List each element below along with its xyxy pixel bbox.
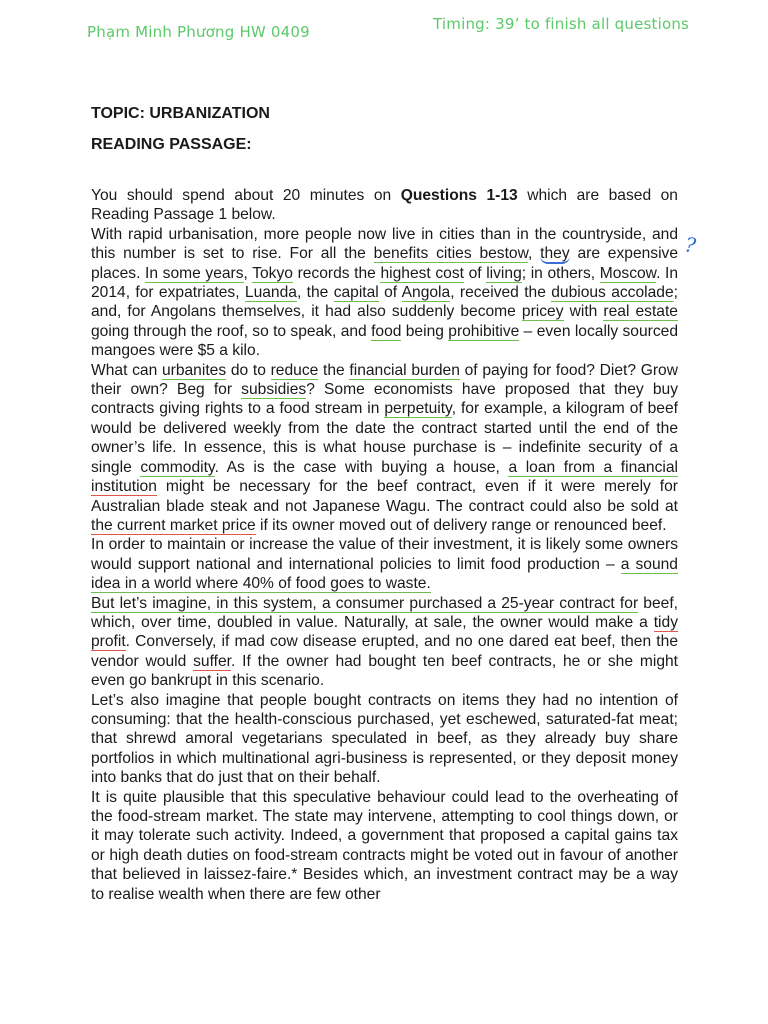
passage-text: are expensive places. (91, 245, 679, 282)
question-mark-annotation: ? (683, 232, 698, 258)
underlined-phrase: living (486, 264, 522, 282)
passage-text: do to (226, 361, 271, 379)
underlined-phrase: subsidies (241, 381, 307, 399)
passage-text: if its owner moved out of delivery range or renounced beef. (255, 516, 667, 534)
passage-text: . Conversely, if mad cow disease erupted, and no one dared eat beef, then the vendor would (91, 633, 678, 670)
passage-text: being (401, 322, 449, 340)
underlined-phrase: But let’s imagine, in this system, a consumer purchased a 25-year contract for (91, 594, 639, 612)
underlined-phrase: the current market price (91, 516, 256, 534)
instruction-text: You should spend about 20 minutes on (91, 187, 401, 204)
passage-text: of paying for food? Diet? Grow their own? Beg for (91, 361, 678, 399)
passage-text: with (563, 303, 604, 321)
underlined-phrase: pricey (521, 303, 564, 321)
underlined-phrase: capital (333, 284, 379, 302)
underlined-phrase: commodity (140, 458, 215, 476)
underlined-phrase: Angola (401, 284, 451, 302)
passage-text: might be necessary for the beef contract, even if it were merely for Australian blade steak and not Japanese Wagu. The contract could also be sold at (91, 478, 678, 515)
passage-text: ; and, for Angolans themselves, it had also suddenly become (91, 284, 678, 321)
passage-text: In order to maintain or increase the value of their investment, it is likely some owners would support national and international policies to limit food production – (91, 536, 678, 573)
passage-text: – even locally sourced mangoes were $5 a kilo. (91, 322, 678, 360)
passage-text: , the (296, 284, 334, 302)
paragraph-3 (91, 535, 678, 593)
instruction-paragraph (91, 186, 678, 225)
underlined-phrase: urbanites (161, 361, 227, 379)
underlined-phrase: tidy profit (91, 613, 678, 651)
passage-text: ? Some economists have proposed that they buy contracts giving rights to a food stream in (91, 381, 678, 418)
underlined-phrase: dubious accolade (551, 284, 674, 302)
passage-text: With rapid urbanisation, more people now live in cities than in the countryside, and this number is set to rise. For all the (91, 225, 678, 263)
reading-passage-heading: READING PASSAGE: (91, 136, 252, 153)
questions-range: Questions 1-13 (400, 187, 518, 204)
passage-text: of (463, 264, 487, 282)
passage-text: going through the roof, so to speak, and (91, 322, 372, 340)
passage-text: ; in others, (521, 264, 600, 282)
underlined-phrase: benefits cities bestow (373, 245, 528, 263)
handwritten-timing: Timing: 39’ to finish all questions (433, 15, 690, 33)
handwritten-name: Phạm Minh Phương HW 0409 (87, 23, 310, 41)
passage-text: . If the owner had bought ten beef contracts, he or she might even go bankrupt in this scenario. (91, 652, 678, 690)
underlined-phrase: food (371, 322, 402, 340)
paragraph-1 (91, 225, 678, 361)
passage-text: of (378, 284, 402, 302)
underlined-phrase: prohibitive (448, 322, 520, 340)
topic-heading: TOPIC: URBANIZATION (91, 105, 270, 122)
passage-text: beef, which, over time, doubled in value. Naturally, at sale, the owner would make a (91, 594, 678, 631)
passage-text: , received the (450, 284, 552, 302)
passage-text: , (243, 264, 253, 282)
underlined-phrase: suffer (193, 652, 231, 670)
underlined-phrase: financial burden (349, 361, 460, 379)
underlined-phrase: they (540, 245, 570, 263)
passage-text: What can (91, 361, 162, 379)
passage-text: , (528, 245, 541, 263)
paragraph-2 (91, 361, 678, 536)
passage-text: , for example, a kilogram of beef would be delivered weekly from the date the contract started until the end of the owner’s life. In essence, this is what house purchase is – indefinite security of a single (91, 400, 678, 476)
paragraph-4 (91, 594, 678, 691)
paragraph-6: It is quite plausible that this speculative behaviour could lead to the overheating of the food-stream market. The state may intervene, attempting to cool things down, or it may tolerate such activity. Indeed, a government that proposed a capital gains tax or high death duties on food-stream contracts might be voted out in favour of another that believed in laissez-faire.* Besides which, an investment contract may be a way to realise wealth when there are few other (91, 788, 678, 903)
instruction-text: which are based on Reading Passage 1 below. (91, 187, 678, 224)
underlined-phrase: Tokyo (252, 264, 293, 282)
underlined-phrase: a sound idea in a world where 40% of food goes to waste. (91, 555, 678, 593)
underlined-phrase: highest cost (380, 264, 464, 282)
underlined-phrase: perpetuity (384, 400, 452, 418)
passage-text: . As is the case with buying a house, (214, 458, 509, 476)
passage-text: . In 2014, for expatriates, (91, 264, 679, 302)
underlined-phrase: In some years (145, 264, 244, 282)
underlined-phrase: real estate (603, 303, 678, 321)
underlined-phrase: Moscow (599, 264, 657, 282)
reading-passage (91, 186, 678, 904)
passage-text: records the (292, 264, 381, 282)
underlined-phrase: a loan from a financial (508, 458, 678, 476)
underlined-phrase: institution (91, 478, 157, 496)
underlined-phrase: reduce (270, 361, 319, 379)
paragraph-5: Let’s also imagine that people bought contracts on items they had no intention of consuming: that the health-conscious purchased, yet eschewed, saturated-fat meat; that shrewd amoral vegetarians speculated in beef, as they already buy share portfolios in which multinational agri-business is represented, or they deposit money into banks that do just that on their behalf. (91, 691, 678, 787)
underlined-phrase: Luanda (244, 284, 297, 302)
passage-text: the (318, 361, 350, 379)
